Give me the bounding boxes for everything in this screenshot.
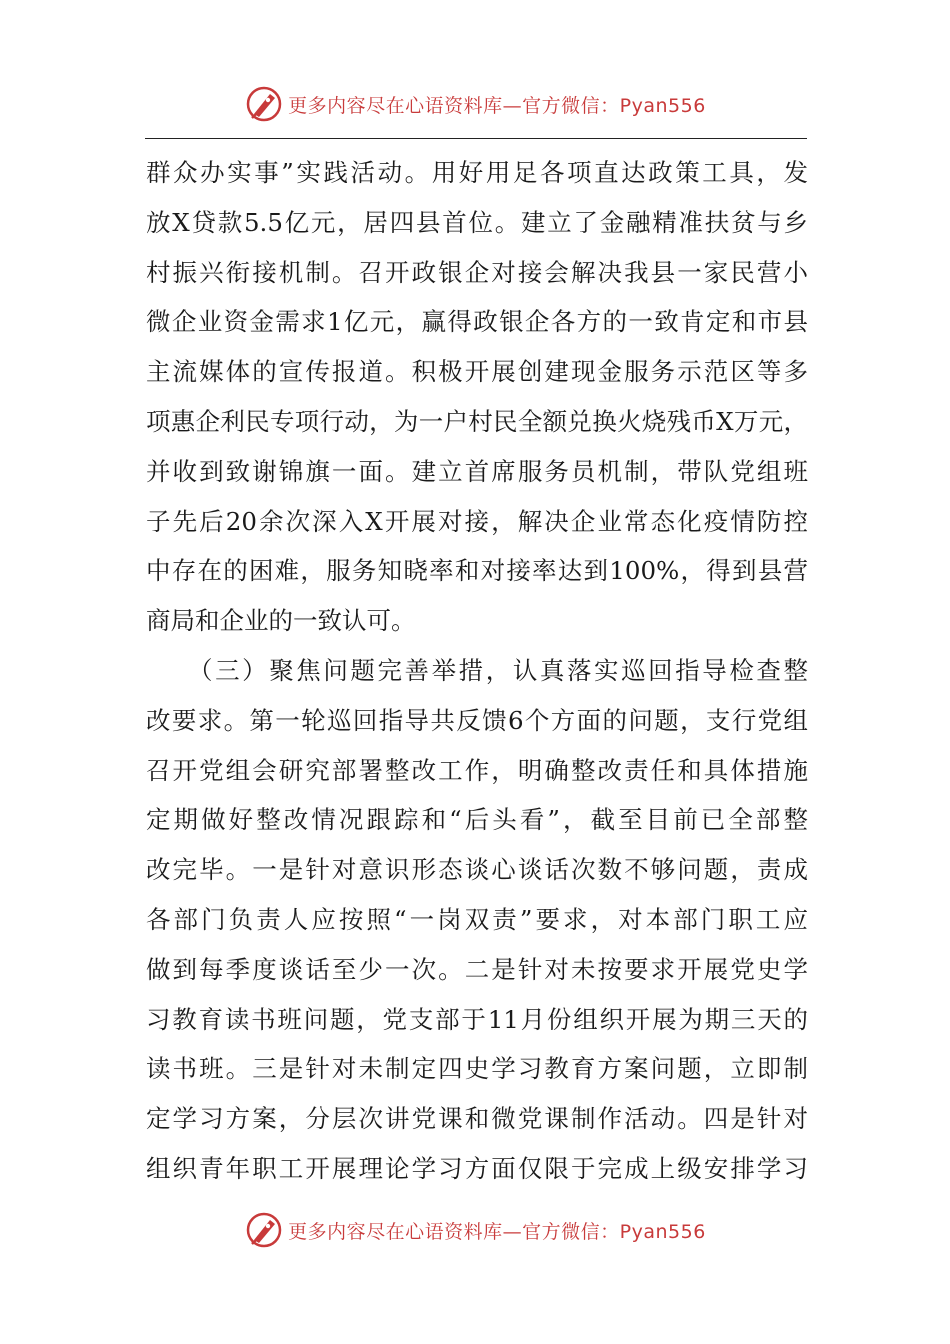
pen-nib-logo-icon (244, 1210, 284, 1250)
footer-banner (0, 1208, 950, 1252)
text-line: 中存在的困难，服务知晓率和对接率达到100%，得到县营 (146, 556, 808, 586)
header-banner-text: 更多内容尽在心语资料库—官方微信： (288, 94, 620, 117)
text-line: 放X贷款5.5亿元，居四县首位。建立了金融精准扶贫与乡 (146, 207, 808, 237)
text-line: 项惠企利民专项行动，为一户村民全额兑换火烧残币X万元， (146, 406, 808, 436)
text-line: 商局和企业的一致认可。 (146, 606, 416, 636)
text-line: 并收到致谢锦旗一面。建立首席服务员机制，带队党组班 (146, 456, 808, 486)
pen-nib-logo-icon (244, 84, 284, 124)
section-heading-line: （三）聚焦问题完善举措，认真落实巡回指导检查整 (188, 655, 808, 685)
text-line: 习教育读书班问题，党支部于11月份组织开展为期三天的 (146, 1004, 808, 1034)
text-line: 做到每季度谈话至少一次。二是针对未按要求开展党史学 (146, 954, 808, 984)
text-line: 组织青年职工开展理论学习方面仅限于完成上级安排学习 (146, 1153, 808, 1183)
header-banner (0, 82, 950, 126)
text-line: 各部门负责人应按照“一岗双责”要求，对本部门职工应 (146, 904, 808, 934)
footer-banner-text: 更多内容尽在心语资料库—官方微信： (288, 1220, 620, 1243)
header-banner-id: Pyan556 (619, 94, 706, 117)
text-line: 定学习方案，分层次讲党课和微党课制作活动。四是针对 (146, 1104, 808, 1134)
text-line: 定期做好整改情况跟踪和“后头看”，截至目前已全部整 (146, 805, 808, 835)
text-line: 召开党组会研究部署整改工作，明确整改责任和具体措施 (146, 755, 808, 785)
body-text (146, 148, 808, 1194)
text-line: 主流媒体的宣传报道。积极开展创建现金服务示范区等多 (146, 357, 808, 387)
text-line: 村振兴衔接机制。召开政银企对接会解决我县一家民营小 (146, 257, 808, 287)
footer-banner-id: Pyan556 (619, 1220, 706, 1243)
text-line: 改要求。第一轮巡回指导共反馈6个方面的问题，支行党组 (146, 705, 808, 735)
text-line: 群众办实事”实践活动。用好用足各项直达政策工具，发 (146, 158, 808, 187)
text-line: 子先后20余次深入X开展对接，解决企业常态化疫情防控 (146, 506, 808, 536)
text-line: 读书班。三是针对未制定四史学习教育方案问题，立即制 (146, 1054, 808, 1084)
text-line: 改完毕。一是针对意识形态谈心谈话次数不够问题，责成 (146, 855, 808, 885)
text-line: 微企业资金需求1亿元，赢得政银企各方的一致肯定和市县 (146, 307, 808, 337)
header-rule (145, 138, 807, 139)
